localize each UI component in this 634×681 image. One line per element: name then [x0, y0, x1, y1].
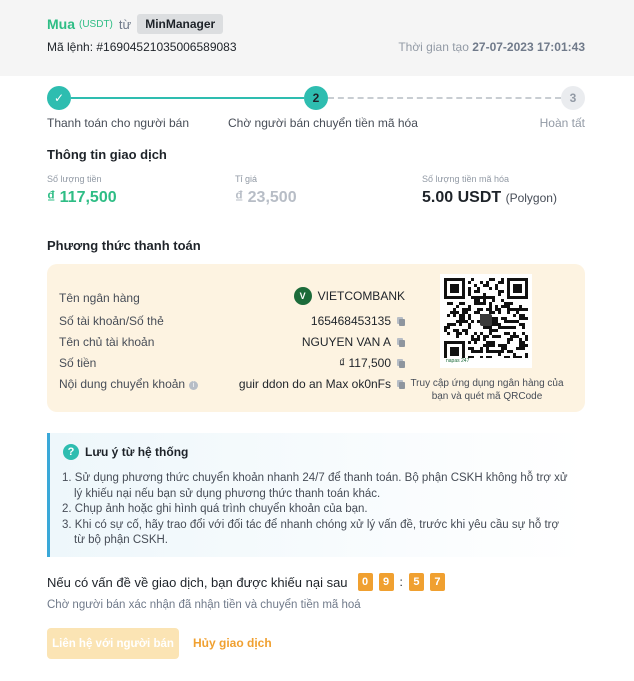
system-notice — [47, 433, 585, 557]
created-time-value: 27-07-2023 17:01:43 — [472, 40, 585, 54]
stepper-line-pending — [328, 97, 561, 99]
account-number-label: Số tài khoản/Số thẻ — [59, 314, 164, 328]
step-1-label: Thanh toán cho người bán — [47, 116, 190, 130]
napas-logo: napas 247 — [440, 358, 532, 368]
payment-details-card — [47, 264, 585, 412]
notice-list — [62, 471, 572, 549]
order-id-value: #16904521035006589083 — [96, 40, 237, 54]
payment-method-title: Phương thức thanh toán — [47, 238, 201, 253]
asset-label: (USDT) — [79, 18, 113, 30]
payment-amount-value-wrap — [339, 356, 405, 370]
dispute-countdown — [358, 573, 445, 591]
bank-name-value: VIETCOMBANK — [317, 289, 405, 303]
crypto-info — [422, 174, 557, 207]
rate-info — [235, 174, 297, 207]
step-2-marker: 2 — [304, 86, 328, 110]
crypto-value: 5.00 USDT — [422, 189, 502, 206]
crypto-network: (Polygon) — [505, 191, 557, 205]
crypto-value-row — [422, 189, 557, 207]
copy-icon[interactable] — [397, 338, 405, 347]
countdown-digit: 7 — [430, 573, 445, 591]
qr-instruction: Truy cập ứng dụng ngân hàng của bạn và quét mã QRCode — [410, 378, 564, 402]
step-2-label: Chờ người bán chuyển tiền mã hóa — [228, 116, 418, 130]
transfer-content-label: Nội dung chuyển khoản — [59, 377, 186, 391]
amount-label: Số lượng tiền — [47, 174, 102, 184]
order-id-label: Mã lệnh: — [47, 40, 94, 54]
progress-stepper — [47, 86, 585, 130]
step-1-check-icon: ✓ — [47, 86, 71, 110]
account-holder-value-wrap — [302, 335, 405, 349]
stepper-line-complete — [71, 97, 304, 99]
payment-amount-label: Số tiền — [59, 356, 97, 370]
step-3-marker: 3 — [561, 86, 585, 110]
order-header — [0, 0, 634, 76]
buy-label: Mua — [47, 16, 75, 32]
waiting-status: Chờ người bán xác nhận đã nhận tiền và chuyển tiền mã hoá — [47, 599, 361, 611]
vietcombank-logo-icon: V — [294, 287, 312, 305]
account-holder-value: NGUYEN VAN A — [301, 335, 391, 349]
crypto-label: Số lượng tiền mã hóa — [422, 174, 509, 184]
notice-item: 3. Khi có sự cố, hãy trao đổi với đối tác để nhanh chóng xử lý vấn đề, trước khi yêu cầu sự hỗ trợ từ bộ phận CSKH. — [62, 518, 560, 546]
qr-code-pattern — [444, 278, 528, 362]
info-icon[interactable]: i — [189, 381, 198, 390]
system-notice-title: Lưu ý từ hệ thống — [85, 445, 189, 459]
copy-icon[interactable] — [397, 359, 405, 368]
merchant-badge[interactable]: MinManager — [137, 14, 223, 34]
created-time — [398, 40, 585, 54]
contact-seller-button[interactable]: Liên hệ với người bán — [47, 628, 179, 659]
bank-name-value-wrap — [294, 287, 405, 305]
transaction-info-title: Thông tin giao dịch — [47, 147, 167, 162]
order-title — [47, 14, 223, 34]
rate-value: ₫ 23,500 — [235, 189, 297, 206]
notice-item: 1. Sử dụng phương thức chuyển khoản nhanh 24/7 để thanh toán. Bộ phận CSKH không hỗ trợ xử lý khiếu nại nếu bạn sử dụng phương thức thanh toán khác. — [62, 472, 568, 500]
payment-amount-value: ₫ 117,500 — [339, 356, 391, 370]
qr-code-image — [440, 274, 532, 366]
dispute-row — [47, 573, 445, 591]
countdown-separator: : — [399, 575, 403, 589]
amount-value: ₫ 117,500 — [47, 189, 117, 206]
account-number-value: 165468453135 — [310, 314, 391, 328]
transfer-content-value-wrap — [239, 377, 405, 391]
order-id-row — [47, 40, 237, 54]
transfer-content-label-wrap — [59, 377, 198, 391]
question-icon: ? — [63, 444, 79, 460]
countdown-digit: 9 — [379, 573, 394, 591]
account-holder-label: Tên chủ tài khoản — [59, 335, 155, 349]
system-notice-header — [63, 444, 188, 460]
transfer-content-value: guir ddon do an Max ok0nFs — [238, 377, 391, 391]
created-time-label: Thời gian tạo — [398, 40, 469, 54]
step-3-label: Hoàn tất — [539, 116, 585, 130]
account-number-value-wrap — [311, 314, 405, 328]
from-label: từ — [118, 16, 132, 32]
cancel-order-link[interactable]: Hủy giao dịch — [193, 636, 272, 650]
copy-icon[interactable] — [397, 317, 405, 326]
amount-info — [47, 174, 117, 207]
countdown-digit: 5 — [409, 573, 424, 591]
rate-label: Tỉ giá — [235, 174, 258, 184]
notice-item: 2. Chụp ảnh hoặc ghi hình quá trình chuyển khoản của bạn. — [62, 503, 368, 515]
countdown-digit: 0 — [358, 573, 373, 591]
bank-name-label: Tên ngân hàng — [59, 291, 140, 305]
dispute-text: Nếu có vấn đề về giao dịch, bạn được khiếu nại sau — [47, 574, 348, 590]
